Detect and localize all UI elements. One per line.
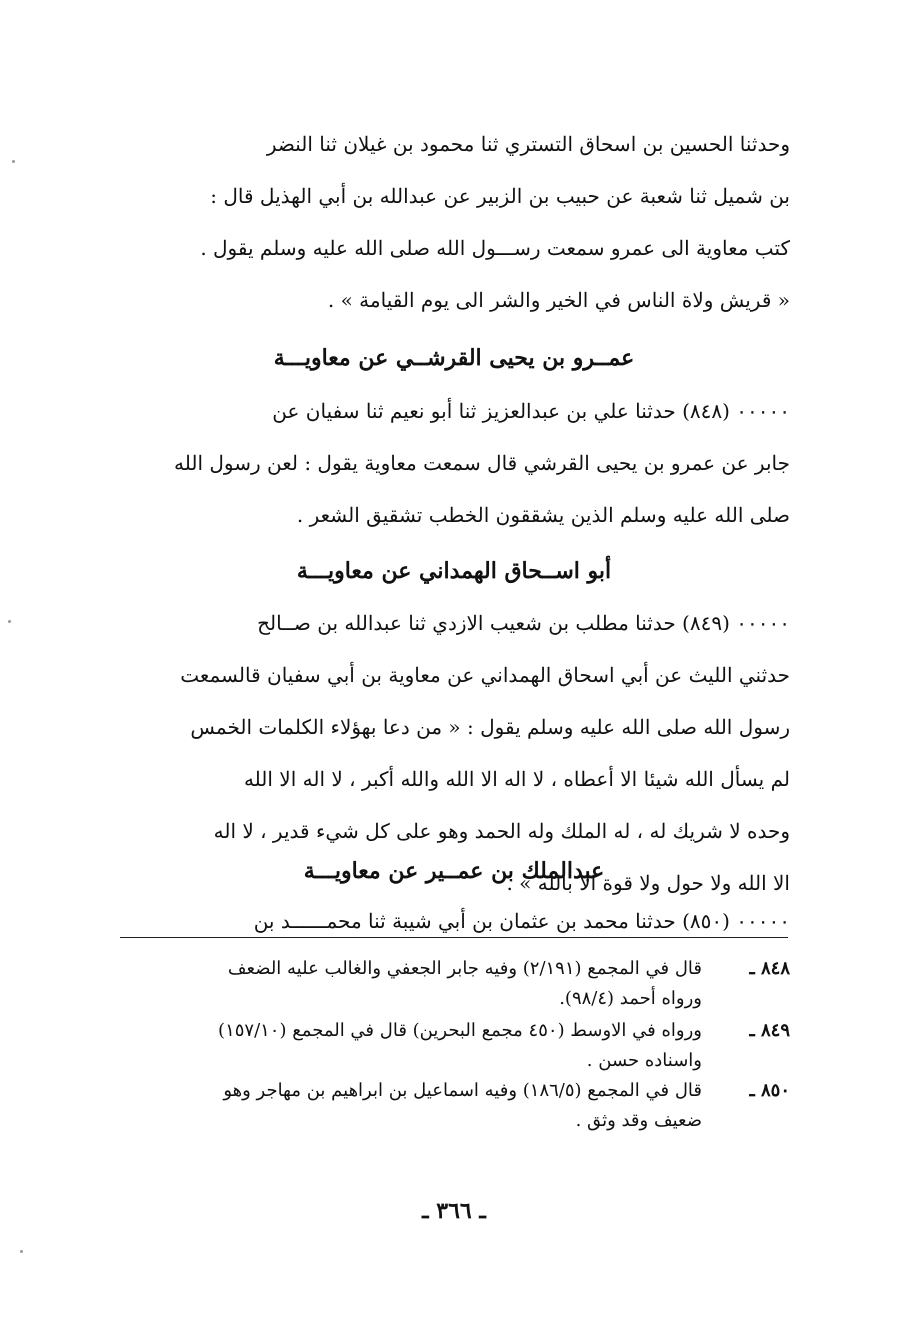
- scan-speck: [8, 620, 11, 623]
- text-line: جابر عن عمرو بن يحيى القرشي قال سمعت معاوية يقول : لعن رسول الله: [174, 451, 790, 475]
- footnote-text: قال في المجمع (١٨٦/٥) وفيه اسماعيل بن ابراهيم بن مهاجر وهو ضعيف وقد وثق .: [223, 1080, 702, 1131]
- footnote-850: [100, 1076, 790, 1138]
- paragraph-1: [100, 118, 790, 326]
- text-line: « قريش ولاة الناس في الخير والشر الى يوم القيامة » .: [327, 288, 790, 312]
- footnote-849: [100, 1016, 790, 1078]
- text-line: صلى الله عليه وسلم الذين يشققون الخطب تشقيق الشعر .: [296, 503, 790, 527]
- footnote-text: ورواه في الاوسط (٤٥٠ مجمع البحرين) قال في المجمع (١٥٧/١٠) واسناده حسن .: [218, 1020, 702, 1071]
- footnote-number: ٨٤٨ ـ: [749, 958, 790, 979]
- text-line: الا الله ولا حول ولا قوة الا بالله » .: [506, 871, 790, 895]
- text-line: ٠٠٠٠٠ (٨٤٨) حدثنا علي بن عبدالعزيز ثنا أبو نعيم ثنا سفيان عن: [272, 399, 790, 423]
- footnote-number: ٨٥٠ ـ: [749, 1080, 790, 1101]
- paragraph-4: [100, 895, 790, 947]
- text-line: كتب معاوية الى عمرو سمعت رســـول الله صلى الله عليه وسلم يقول .: [200, 236, 790, 260]
- footnote-divider: [120, 937, 788, 938]
- section-heading-2: أبو اســحاق الهمداني عن معاويـــة: [296, 558, 612, 584]
- text-line: لم يسأل الله شيئا الا أعطاه ، لا اله الا الله والله أكبر ، لا اله الا الله: [243, 767, 790, 791]
- text-line: حدثني الليث عن أبي اسحاق الهمداني عن معاوية بن أبي سفيان قالسمعت: [180, 663, 790, 687]
- paragraph-2: [100, 385, 790, 541]
- page-number: ـ ٣٦٦ ـ: [422, 1198, 486, 1224]
- text-line: ٠٠٠٠٠ (٨٤٩) حدثنا مطلب بن شعيب الازدي ثنا عبدالله بن صــالح: [257, 611, 790, 635]
- text-line: ٠٠٠٠٠ (٨٥٠) حدثنا محمد بن عثمان بن أبي شيبة ثنا محمــــــد بن: [253, 909, 790, 933]
- scan-speck: [12, 160, 15, 163]
- section-heading-1: عمــرو بن يحيى القرشــي عن معاويـــة: [273, 345, 635, 371]
- footnote-text: قال في المجمع (٢/١٩١) وفيه جابر الجعفي والغالب عليه الضعف ورواه أحمد (٩٨/٤).: [227, 958, 702, 1009]
- scan-speck: [20, 1250, 23, 1253]
- footnote-number: ٨٤٩ ـ: [749, 1020, 790, 1041]
- text-line: بن شميل ثنا شعبة عن حبيب بن الزبير عن عبدالله بن أبي الهذيل قال :: [210, 184, 790, 208]
- text-line: رسول الله صلى الله عليه وسلم يقول : « من دعا بهؤلاء الكلمات الخمس: [190, 715, 790, 739]
- text-line: وحده لا شريك له ، له الملك وله الحمد وهو على كل شيء قدير ، لا اله: [213, 819, 790, 843]
- section-heading-3: عبدالملك بن عمــير عن معاويـــة: [303, 858, 605, 884]
- footnote-848: [100, 954, 790, 1016]
- text-line: وحدثنا الحسين بن اسحاق التستري ثنا محمود بن غيلان ثنا النضر: [266, 132, 790, 156]
